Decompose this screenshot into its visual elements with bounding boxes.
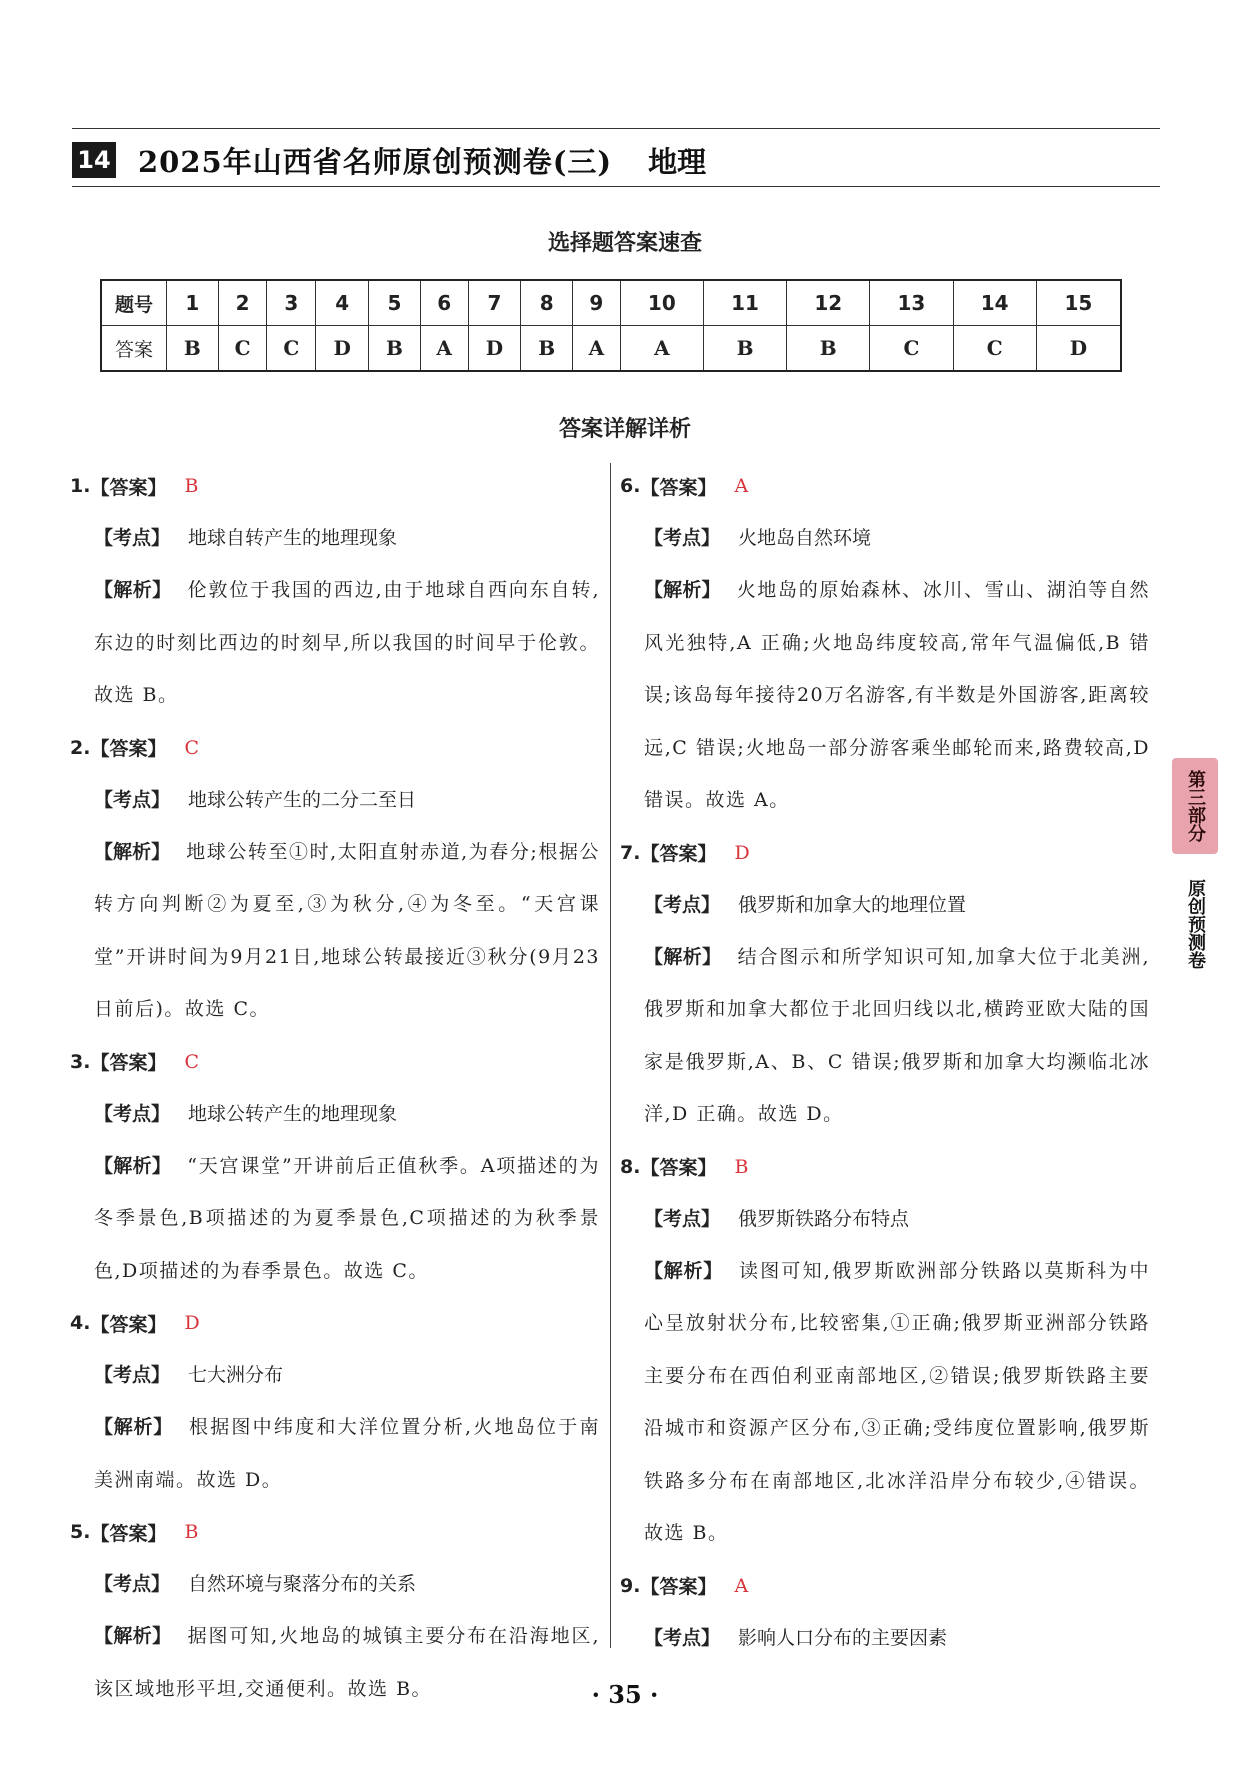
table-cell: B: [703, 326, 786, 372]
table-cell: 4: [316, 280, 369, 326]
answer-value: B: [184, 1521, 199, 1543]
question-block: [620, 460, 1150, 827]
answer-tag: 【答案】: [90, 476, 167, 499]
analysis-tag: 【解析】: [94, 1416, 173, 1438]
paper-number-badge: 14: [72, 142, 116, 178]
answer-line: [70, 1036, 600, 1088]
answer-value: A: [734, 1574, 749, 1597]
answer-value: B: [184, 475, 199, 497]
section-label: 原创预测卷: [1185, 879, 1206, 969]
table-cell: D: [1036, 326, 1121, 372]
analysis-paragraph: [70, 564, 600, 722]
table-cell: A: [420, 326, 468, 372]
answer-line: [620, 1141, 1150, 1193]
analysis-tag: 【解析】: [94, 840, 171, 863]
column-divider: [610, 463, 611, 1648]
analysis-tag: 【解析】: [94, 1625, 172, 1647]
analysis-paragraph: [70, 1401, 600, 1506]
answer-value: A: [734, 475, 749, 497]
point-text: 自然环境与聚落分布的关系: [188, 1573, 417, 1595]
question-block: [620, 1141, 1150, 1560]
answer-value: D: [734, 841, 750, 864]
quick-check-heading: 选择题答案速查: [547, 231, 702, 256]
analysis-tag: 【解析】: [644, 945, 722, 968]
point-tag: 【考点】: [94, 1102, 171, 1125]
table-cell: 10: [620, 280, 703, 326]
question-block: [620, 827, 1150, 1141]
point-tag: 【考点】: [644, 1626, 721, 1649]
point-line: [70, 1349, 600, 1401]
table-cell: 9: [573, 280, 621, 326]
analysis-text: 地球公转至①时,太阳直射赤道,为春分;根据公转方向判断②为夏至,③为秋分,④为冬至。“天宫课堂”开讲时间为9月21日,地球公转最接近③秋分(9月23日前后)。故选 C。: [94, 840, 600, 1020]
analysis-text: 火地岛的原始森林、冰川、雪山、湖泊等自然风光独特,A 正确;火地岛纬度较高,常年气温偏低,B 错误;该岛每年接待20万名游客,有半数是外国游客,距离较远,C 错误;火地岛一部分游客乘坐邮轮而来,路费较高,D 错误。故选 A。: [644, 579, 1150, 811]
answer-value: C: [184, 736, 200, 759]
answer-line: [620, 460, 1150, 512]
question-number: 2.: [70, 736, 91, 759]
page-number: · 35 ·: [591, 1680, 659, 1709]
table-row-answers: [101, 326, 1121, 372]
point-tag: 【考点】: [94, 527, 171, 549]
question-number: 5.: [70, 1521, 91, 1543]
answer-line: [620, 1560, 1150, 1612]
question-number: 9.: [620, 1574, 641, 1597]
analysis-tag: 【解析】: [644, 579, 721, 601]
analysis-text: 据图可知,火地岛的城镇主要分布在沿海地区,该区域地形平坦,交通便利。故选 B。: [94, 1625, 600, 1700]
point-text: 俄罗斯和加拿大的地理位置: [738, 893, 967, 916]
answer-tag: 【答案】: [90, 1313, 167, 1336]
table-cell: C: [870, 326, 953, 372]
point-text: 地球自转产生的地理现象: [188, 527, 398, 549]
point-text: 俄罗斯铁路分布特点: [738, 1207, 910, 1230]
answer-line: [70, 1297, 600, 1349]
table-cell: A: [573, 326, 621, 372]
answer-line: [70, 722, 600, 774]
answer-tag: 【答案】: [640, 476, 717, 499]
point-tag: 【考点】: [94, 1573, 171, 1595]
section-tab: 第三部分: [1172, 758, 1218, 854]
answer-table: [100, 279, 1122, 372]
answer-value: C: [184, 1050, 200, 1073]
table-cell: 15: [1036, 280, 1121, 326]
question-block: [70, 1036, 600, 1298]
point-line: [70, 774, 600, 826]
point-tag: 【考点】: [644, 1207, 721, 1230]
answer-tag: 【答案】: [90, 738, 167, 760]
point-tag: 【考点】: [94, 1364, 171, 1386]
answer-tag: 【答案】: [640, 1576, 717, 1598]
analysis-paragraph: [70, 826, 600, 1036]
table-cell: D: [468, 326, 521, 372]
page-header: [72, 140, 706, 180]
analysis-tag: 【解析】: [644, 1259, 723, 1282]
table-cell: B: [787, 326, 870, 372]
left-column: [70, 460, 600, 1715]
table-cell: 1: [167, 280, 219, 326]
page-title: 2025年山西省名师原创预测卷(三): [138, 144, 613, 179]
detail-heading: 答案详解详析: [558, 417, 691, 442]
answer-value: B: [734, 1155, 749, 1178]
point-tag: 【考点】: [644, 527, 721, 549]
analysis-tag: 【解析】: [94, 579, 172, 601]
question-block: [70, 722, 600, 1036]
point-tag: 【考点】: [94, 788, 171, 811]
table-cell: 14: [953, 280, 1036, 326]
question-number: 1.: [70, 475, 91, 497]
analysis-text: 结合图示和所学知识可知,加拿大位于北美洲,俄罗斯和加拿大都位于北回归线以北,横跨亚欧大陆的国家是俄罗斯,A、B、C 错误;俄罗斯和加拿大均濒临北冰洋,D 正确。故选 D。: [644, 945, 1150, 1125]
table-cell: 8: [521, 280, 573, 326]
point-line: [620, 1193, 1150, 1245]
question-number: 4.: [70, 1312, 91, 1334]
table-cell: 2: [218, 280, 267, 326]
header-bottom-rule: [72, 186, 1160, 187]
table-cell: 3: [267, 280, 316, 326]
analysis-text: 伦敦位于我国的西边,由于地球自西向东自转,东边的时刻比西边的时刻早,所以我国的时间早于伦敦。故选 B。: [94, 579, 600, 706]
point-text: 七大洲分布: [188, 1364, 284, 1386]
answer-tag: 【答案】: [90, 1052, 167, 1074]
analysis-text: “天宫课堂”开讲前后正值秋季。A项描述的为冬季景色,B项描述的为夏季景色,C项描述的为秋季景色,D项描述的为春季景色。故选 C。: [94, 1154, 600, 1282]
table-cell: 6: [420, 280, 468, 326]
point-tag: 【考点】: [644, 893, 721, 916]
point-line: [620, 879, 1150, 931]
question-number: 8.: [620, 1155, 641, 1178]
answer-line: [70, 1506, 600, 1558]
point-line: [70, 1088, 600, 1140]
point-line: [620, 512, 1150, 564]
table-cell: 13: [870, 280, 953, 326]
analysis-paragraph: [620, 564, 1150, 827]
point-line: [620, 1612, 1150, 1664]
table-cell: 7: [468, 280, 521, 326]
analysis-paragraph: [620, 931, 1150, 1141]
question-number: 7.: [620, 841, 641, 864]
point-text: 火地岛自然环境: [738, 527, 872, 549]
answer-line: [620, 827, 1150, 879]
analysis-text: 读图可知,俄罗斯欧洲部分铁路以莫斯科为中心呈放射状分布,比较密集,①正确;俄罗斯亚洲部分铁路主要分布在西伯利亚南部地区,②错误;俄罗斯铁路主要沿城市和资源产区分布,③正确;受纬度位置影响,俄罗斯铁路多分布在南部地区,北冰洋沿岸分布较少,④错误。故选 B。: [644, 1259, 1150, 1544]
table-cell: B: [521, 326, 573, 372]
table-cell: 5: [369, 280, 421, 326]
point-line: [70, 1558, 600, 1610]
table-cell: 12: [787, 280, 870, 326]
point-text: 地球公转产生的二分二至日: [188, 788, 417, 811]
subject-label: 地理: [648, 144, 707, 179]
answer-tag: 【答案】: [90, 1522, 167, 1545]
question-block: [70, 460, 600, 722]
point-line: [70, 512, 600, 564]
question-number: 6.: [620, 475, 641, 497]
right-column: [620, 460, 1150, 1664]
answer-value: D: [184, 1312, 200, 1334]
row-label-answer: 答案: [101, 326, 167, 372]
point-text: 影响人口分布的主要因素: [738, 1626, 948, 1649]
analysis-paragraph: [620, 1245, 1150, 1560]
table-cell: C: [953, 326, 1036, 372]
table-cell: C: [267, 326, 316, 372]
table-cell: B: [167, 326, 219, 372]
table-cell: B: [369, 326, 421, 372]
table-cell: C: [218, 326, 267, 372]
analysis-text: 根据图中纬度和大洋位置分析,火地岛位于南美洲南端。故选 D。: [94, 1416, 600, 1491]
point-text: 地球公转产生的地理现象: [188, 1102, 398, 1125]
question-block: [70, 1297, 600, 1506]
table-row-numbers: [101, 280, 1121, 326]
analysis-paragraph: [70, 1140, 600, 1298]
top-rule: [72, 128, 1160, 129]
question-block: [620, 1560, 1150, 1664]
analysis-tag: 【解析】: [94, 1154, 172, 1177]
row-label-number: 题号: [101, 280, 167, 326]
question-number: 3.: [70, 1050, 91, 1073]
answer-tag: 【答案】: [640, 843, 717, 865]
table-cell: D: [316, 326, 369, 372]
answer-tag: 【答案】: [640, 1157, 717, 1179]
answer-line: [70, 460, 600, 512]
table-cell: A: [620, 326, 703, 372]
table-cell: 11: [703, 280, 786, 326]
